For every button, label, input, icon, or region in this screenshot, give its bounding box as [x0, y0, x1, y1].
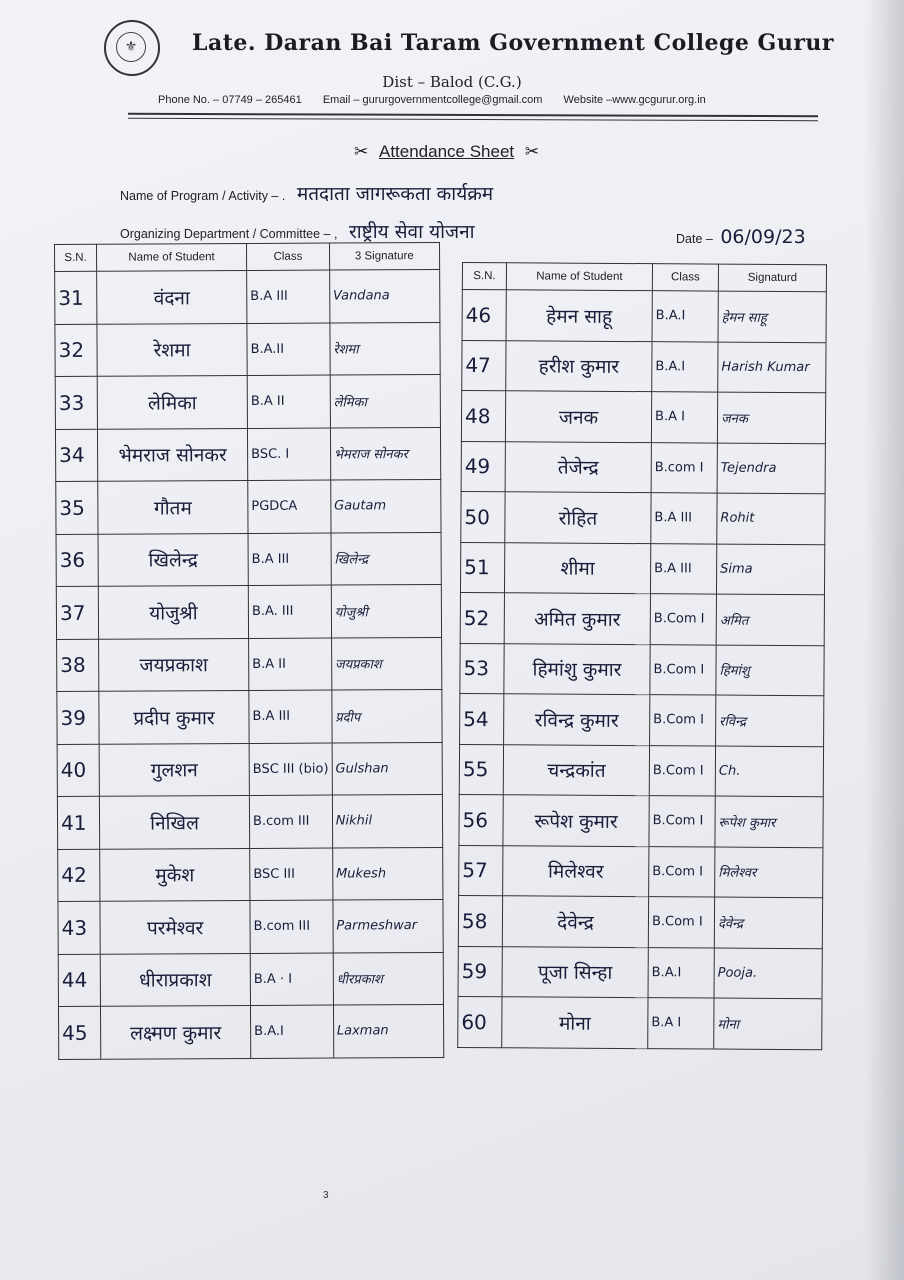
- department-value: राष्ट्रीय सेवा योजना: [348, 221, 475, 243]
- signature-cell: हिमांशु: [716, 645, 824, 696]
- class-cell: PGDCA: [248, 480, 331, 533]
- college-logo: [104, 20, 160, 76]
- student-name-cell: हेमन साहू: [506, 290, 652, 341]
- class-cell: B.Com I: [648, 897, 714, 948]
- student-name-cell: शीमा: [504, 542, 650, 593]
- class-cell: B.com III: [249, 795, 332, 848]
- table-row: [460, 592, 824, 645]
- serial-number-cell: 48: [461, 391, 505, 442]
- signature-cell: जनक: [717, 392, 825, 443]
- class-cell: BSC III: [250, 848, 333, 901]
- website-address: Website –www.gcgurur.org.in: [563, 94, 706, 106]
- department-label: Organizing Department / Committee – ,: [120, 227, 338, 241]
- serial-number-cell: 33: [55, 376, 97, 429]
- table-row: [458, 946, 822, 999]
- student-name-cell: रेशमा: [97, 323, 247, 376]
- student-name-cell: चन्द्रकांत: [503, 744, 649, 795]
- student-name-cell: गौतम: [98, 480, 248, 533]
- signature-cell: खिलेन्द्र: [331, 532, 441, 585]
- serial-number-cell: 55: [459, 744, 503, 795]
- ornament-left-icon: ✂: [354, 142, 369, 161]
- table-row: [57, 794, 442, 849]
- program-line: [120, 180, 493, 206]
- class-cell: B.A II: [247, 375, 330, 428]
- date-line: [676, 226, 806, 248]
- table-header-row: [55, 242, 440, 271]
- class-cell: B.com III: [250, 900, 333, 953]
- class-cell: B.A · I: [250, 953, 333, 1006]
- column-header-class: Class: [652, 264, 718, 291]
- signature-cell: Rohit: [717, 493, 825, 544]
- table-header-row: [462, 263, 826, 292]
- class-cell: B.A III: [247, 270, 330, 323]
- signature-cell: Laxman: [333, 1004, 443, 1057]
- serial-number-cell: 51: [460, 542, 504, 593]
- table-row: [55, 322, 440, 377]
- signature-cell: जयप्रकाश: [331, 637, 441, 690]
- class-cell: B.A.I: [250, 1005, 333, 1058]
- student-name-cell: हरीश कुमार: [506, 340, 652, 391]
- table-row: [458, 996, 822, 1049]
- column-header-sn: S.N.: [55, 244, 97, 271]
- serial-number-cell: 54: [460, 693, 504, 744]
- class-cell: B.Com I: [649, 745, 715, 796]
- serial-number-cell: 45: [58, 1006, 100, 1059]
- serial-number-cell: 49: [461, 441, 505, 492]
- signature-cell: लेमिका: [330, 374, 440, 427]
- column-header-name: Name of Student: [506, 263, 652, 291]
- class-cell: B.A III: [650, 543, 716, 594]
- signature-cell: योजुश्री: [331, 584, 441, 637]
- serial-number-cell: 42: [58, 849, 100, 902]
- class-cell: B.com I: [651, 442, 717, 493]
- table-row: [57, 689, 442, 744]
- student-name-cell: परमेश्वर: [100, 900, 250, 953]
- attendance-table-left: [54, 242, 444, 1060]
- college-name: Late. Daran Bai Taram Government College Gurur: [192, 30, 835, 56]
- table-row: [55, 427, 440, 482]
- table-row: [458, 895, 822, 948]
- class-cell: B.A III: [248, 533, 331, 586]
- student-name-cell: हिमांशु कुमार: [504, 643, 650, 694]
- student-name-cell: मोना: [502, 997, 648, 1048]
- table-row: [461, 391, 825, 444]
- program-label: Name of Program / Activity – .: [120, 189, 286, 203]
- table-row: [461, 441, 825, 494]
- serial-number-cell: 56: [459, 794, 503, 845]
- header-divider-thin: [128, 118, 818, 121]
- phone-number: Phone No. – 07749 – 265461: [158, 94, 302, 106]
- signature-cell: देवेन्द्र: [714, 897, 822, 948]
- student-name-cell: निखिल: [99, 795, 249, 848]
- signature-cell: Harish Kumar: [718, 342, 826, 393]
- table-row: [58, 952, 443, 1007]
- student-name-cell: खिलेन्द्र: [98, 533, 248, 586]
- table-row: [57, 742, 442, 797]
- signature-cell: Ch.: [715, 746, 823, 797]
- signature-cell: रेशमा: [330, 322, 440, 375]
- signature-cell: Vandana: [329, 269, 439, 322]
- serial-number-cell: 53: [460, 643, 504, 694]
- contact-line: [158, 94, 818, 106]
- page-edge-shadow: [864, 0, 904, 1280]
- student-name-cell: मिलेश्वर: [503, 845, 649, 896]
- column-header-signature: Signaturd: [718, 264, 826, 292]
- class-cell: B.A.I: [648, 947, 714, 998]
- class-cell: B.A I: [648, 998, 714, 1049]
- class-cell: B.A.I: [652, 291, 718, 342]
- serial-number-cell: 50: [461, 491, 505, 542]
- class-cell: B.Com I: [650, 594, 716, 645]
- table-row: [461, 491, 825, 544]
- student-name-cell: पूजा सिन्हा: [502, 946, 648, 997]
- student-name-cell: तेजेन्द्र: [505, 441, 651, 492]
- serial-number-cell: 39: [57, 691, 99, 744]
- table-row: [462, 290, 826, 343]
- student-name-cell: रूपेश कुमार: [503, 795, 649, 846]
- program-value: मतदाता जागरूकता कार्यक्रम: [296, 183, 494, 205]
- signature-cell: अमित: [716, 594, 824, 645]
- signature-cell: मिलेश्वर: [715, 847, 823, 898]
- signature-cell: Nikhil: [332, 794, 442, 847]
- serial-number-cell: 32: [55, 324, 97, 377]
- signature-cell: Pooja.: [714, 948, 822, 999]
- signature-cell: Gautam: [330, 479, 440, 532]
- student-name-cell: मुकेश: [100, 848, 250, 901]
- student-name-cell: भेमराज सोनकर: [97, 428, 247, 481]
- serial-number-cell: 58: [458, 895, 502, 946]
- serial-number-cell: 59: [458, 946, 502, 997]
- class-cell: B.Com I: [650, 644, 716, 695]
- serial-number-cell: 43: [58, 901, 100, 954]
- table-row: [56, 584, 441, 639]
- serial-number-cell: 52: [460, 592, 504, 643]
- student-name-cell: धीराप्रकाश: [100, 953, 250, 1006]
- serial-number-cell: 38: [57, 639, 99, 692]
- class-cell: B.A III: [651, 493, 717, 544]
- serial-number-cell: 46: [462, 290, 506, 341]
- serial-number-cell: 37: [56, 586, 98, 639]
- signature-cell: Mukesh: [332, 847, 442, 900]
- student-name-cell: जयप्रकाश: [99, 638, 249, 691]
- class-cell: B.A.II: [247, 323, 330, 376]
- class-cell: B.Com I: [649, 796, 715, 847]
- signature-cell: हेमन साहू: [718, 291, 826, 342]
- serial-number-cell: 41: [57, 796, 99, 849]
- signature-cell: भेमराज सोनकर: [330, 427, 440, 480]
- serial-number-cell: 57: [459, 845, 503, 896]
- table-row: [57, 637, 442, 692]
- student-name-cell: लक्ष्मण कुमार: [100, 1005, 250, 1058]
- signature-cell: धीरप्रकाश: [333, 952, 443, 1005]
- class-cell: B.A. III: [248, 585, 331, 638]
- student-name-cell: गुलशन: [99, 743, 249, 796]
- column-header-class: Class: [246, 243, 329, 270]
- student-name-cell: जनक: [505, 391, 651, 442]
- serial-number-cell: 40: [57, 744, 99, 797]
- serial-number-cell: 47: [462, 340, 506, 391]
- signature-cell: Parmeshwar: [333, 899, 443, 952]
- college-emblem-icon: ⚜: [116, 32, 146, 62]
- attendance-table-right: [457, 262, 827, 1050]
- student-name-cell: लेमिका: [97, 375, 247, 428]
- student-name-cell: अमित कुमार: [504, 593, 650, 644]
- table-row: [460, 643, 824, 696]
- serial-number-cell: 36: [56, 534, 98, 587]
- table-row: [460, 693, 824, 746]
- class-cell: B.A III: [249, 690, 332, 743]
- column-header-name: Name of Student: [97, 243, 247, 271]
- signature-cell: Sima: [716, 544, 824, 595]
- table-row: [56, 479, 441, 534]
- class-cell: B.Com I: [649, 846, 715, 897]
- signature-cell: मोना: [714, 998, 822, 1049]
- date-label: Date –: [676, 232, 713, 246]
- class-cell: B.A.I: [652, 341, 718, 392]
- signature-cell: Tejendra: [717, 443, 825, 494]
- date-value: 06/09/23: [720, 226, 806, 248]
- class-cell: B.A I: [651, 392, 717, 443]
- class-cell: BSC. I: [247, 428, 330, 481]
- table-row: [55, 374, 440, 429]
- department-line: [120, 218, 475, 244]
- sheet-title-text: Attendance Sheet: [378, 142, 515, 161]
- serial-number-cell: 60: [458, 996, 502, 1047]
- table-row: [58, 899, 443, 954]
- serial-number-cell: 31: [55, 271, 97, 324]
- table-row: [460, 542, 824, 595]
- student-name-cell: देवेन्द्र: [502, 896, 648, 947]
- table-row: [55, 269, 440, 324]
- serial-number-cell: 35: [56, 481, 98, 534]
- signature-cell: रविन्द्र: [716, 695, 824, 746]
- student-name-cell: वंदना: [97, 270, 247, 323]
- student-name-cell: रविन्द्र कुमार: [504, 694, 650, 745]
- class-cell: B.A II: [249, 638, 332, 691]
- sheet-title: [354, 142, 539, 162]
- table-row: [58, 847, 443, 902]
- serial-number-cell: 34: [55, 429, 97, 482]
- table-row: [462, 340, 826, 393]
- serial-number-cell: 44: [58, 954, 100, 1007]
- column-header-signature: 3 Signature: [329, 242, 439, 270]
- table-row: [459, 744, 823, 797]
- district-line: Dist – Balod (C.G.): [382, 73, 522, 91]
- table-row: [58, 1004, 443, 1059]
- page-number: 3: [323, 1190, 329, 1201]
- table-row: [459, 845, 823, 898]
- ornament-right-icon: ✂: [524, 142, 540, 161]
- email-address: Email – gururgovernmentcollege@gmail.com: [322, 94, 543, 106]
- class-cell: BSC III (bio): [249, 743, 332, 796]
- signature-cell: Gulshan: [332, 742, 442, 795]
- table-row: [56, 532, 441, 587]
- table-row: [459, 794, 823, 847]
- class-cell: B.Com I: [650, 695, 716, 746]
- student-name-cell: योजुश्री: [98, 585, 248, 638]
- student-name-cell: प्रदीप कुमार: [99, 690, 249, 743]
- signature-cell: प्रदीप: [332, 689, 442, 742]
- header-divider: [128, 113, 818, 117]
- signature-cell: रूपेश कुमार: [715, 796, 823, 847]
- column-header-sn: S.N.: [462, 263, 506, 290]
- student-name-cell: रोहित: [505, 492, 651, 543]
